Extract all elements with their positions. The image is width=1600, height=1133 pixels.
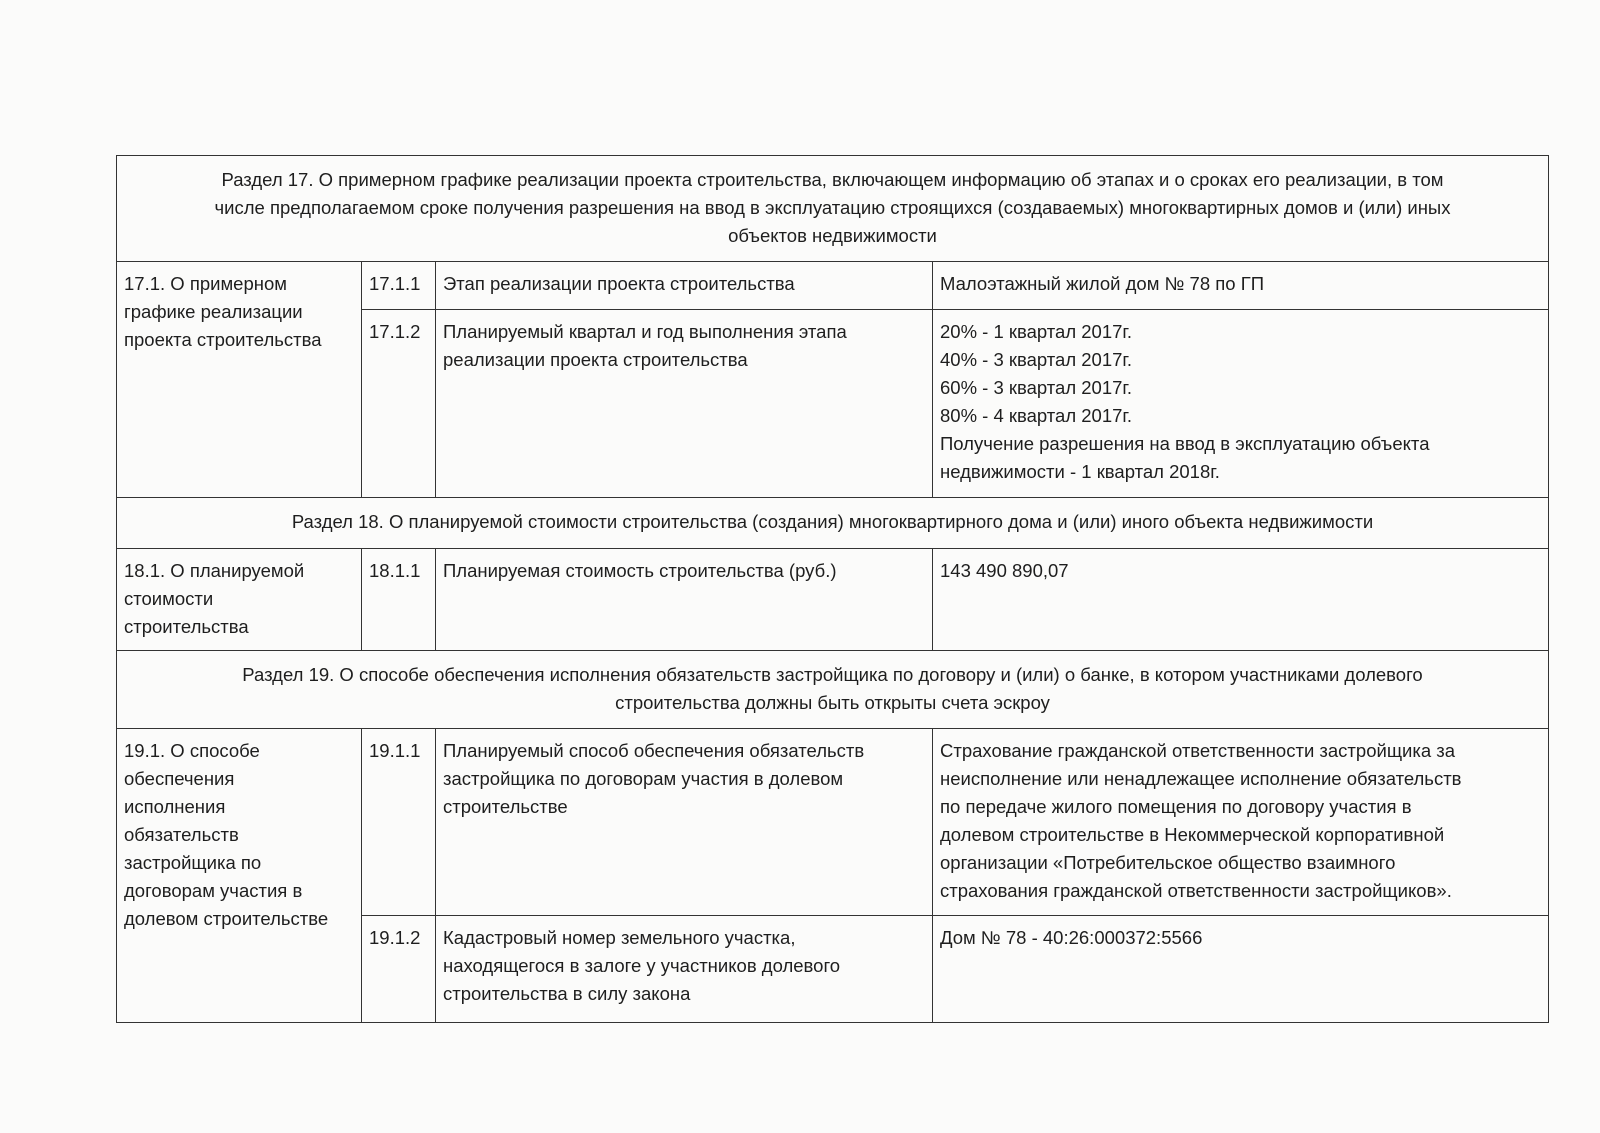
row-value-line: долевом строительстве в Некоммерческой корпоративной — [940, 824, 1445, 845]
row-value — [933, 310, 1549, 498]
row-code: 19.1.2 — [362, 916, 436, 1023]
row-label-line: Планируемая стоимость строительства (руб.) — [443, 560, 837, 581]
section-header-row — [117, 156, 1549, 262]
row-value-line: 40% - 3 квартал 2017г. — [940, 349, 1133, 370]
row-label-line: реализации проекта строительства — [443, 349, 748, 370]
row-label — [436, 549, 933, 651]
row-value-line: недвижимости - 1 квартал 2018г. — [940, 461, 1220, 482]
group-title — [117, 549, 362, 651]
section-title-line: Раздел 19. О способе обеспечения исполнения обязательств застройщика по договору и (или) о банке, в котором участниками долевого — [242, 664, 1423, 685]
row-value-line: 20% - 1 квартал 2017г. — [940, 321, 1133, 342]
row-value — [933, 916, 1549, 1023]
row-code: 17.1.2 — [362, 310, 436, 498]
group-title-line: договорам участия в — [124, 880, 303, 901]
row-label-line: Кадастровый номер земельного участка, — [443, 927, 796, 948]
document-table — [116, 155, 1549, 1023]
row-value-line: 60% - 3 квартал 2017г. — [940, 377, 1133, 398]
group-title-line: 18.1. О планируемой — [124, 560, 305, 581]
group-title — [117, 262, 362, 498]
row-code: 17.1.1 — [362, 262, 436, 310]
group-title-line: обеспечения — [124, 768, 235, 789]
row-label — [436, 310, 933, 498]
table-row — [117, 262, 1549, 310]
row-value — [933, 729, 1549, 916]
row-label-line: строительстве — [443, 796, 568, 817]
section-title — [117, 498, 1549, 549]
row-value-line: 143 490 890,07 — [940, 560, 1069, 581]
row-value — [933, 262, 1549, 310]
group-title-line: исполнения — [124, 796, 226, 817]
row-value-line: 80% - 4 квартал 2017г. — [940, 405, 1133, 426]
group-title-line: обязательств — [124, 824, 239, 845]
group-title — [117, 729, 362, 1023]
row-value-line: по передаче жилого помещения по договору участия в — [940, 796, 1412, 817]
group-title-line: стоимости — [124, 588, 214, 609]
table-row — [117, 549, 1549, 651]
row-label-line: находящегося в залоге у участников долевого — [443, 955, 841, 976]
group-title-line: застройщика по — [124, 852, 262, 873]
group-title-line: проекта строительства — [124, 329, 322, 350]
section-title-line: Раздел 18. О планируемой стоимости строительства (создания) многоквартирного дома и (или) иного объекта недвижимости — [291, 511, 1374, 532]
section-title-line: строительства должны быть открыты счета эскроу — [615, 692, 1050, 713]
row-label — [436, 262, 933, 310]
row-label — [436, 916, 933, 1023]
group-title-line: графике реализации — [124, 301, 303, 322]
group-title-line: 17.1. О примерном — [124, 273, 287, 294]
section-header-row — [117, 498, 1549, 549]
row-value-line: Страхование гражданской ответственности застройщика за — [940, 740, 1456, 761]
row-value-line: Малоэтажный жилой дом № 78 по ГП — [940, 273, 1265, 294]
row-label — [436, 729, 933, 916]
section-title-line: Раздел 17. О примерном графике реализации проекта строительства, включающем информацию об этапах и о сроках его реализации, в том — [221, 169, 1444, 190]
row-value-line: Дом № 78 - 40:26:000372:5566 — [940, 927, 1203, 948]
row-value-line: организации «Потребительское общество взаимного — [940, 852, 1396, 873]
row-label-line: Планируемый квартал и год выполнения этапа — [443, 321, 847, 342]
group-title-line: строительства — [124, 616, 249, 637]
table-row — [117, 729, 1549, 916]
group-title-line: 19.1. О способе — [124, 740, 260, 761]
section-title — [117, 156, 1549, 262]
row-code: 18.1.1 — [362, 549, 436, 651]
row-code: 19.1.1 — [362, 729, 436, 916]
row-value-line: страхования гражданской ответственности застройщиков». — [940, 880, 1452, 901]
section-title-line: объектов недвижимости — [728, 225, 937, 246]
section-title — [117, 651, 1549, 729]
row-label-line: Этап реализации проекта строительства — [443, 273, 795, 294]
row-value — [933, 549, 1549, 651]
row-label-line: строительства в силу закона — [443, 983, 691, 1004]
row-label-line: Планируемый способ обеспечения обязательств — [443, 740, 865, 761]
row-label-line: застройщика по договорам участия в долевом — [443, 768, 844, 789]
row-value-line: неисполнение или ненадлежащее исполнение обязательств — [940, 768, 1462, 789]
section-title-line: числе предполагаемом сроке получения разрешения на ввод в эксплуатацию строящихся (создаваемых) многоквартирных домов и (или) иных — [214, 197, 1451, 218]
group-title-line: долевом строительстве — [124, 908, 329, 929]
section-header-row — [117, 651, 1549, 729]
row-value-line: Получение разрешения на ввод в эксплуатацию объекта — [940, 433, 1430, 454]
